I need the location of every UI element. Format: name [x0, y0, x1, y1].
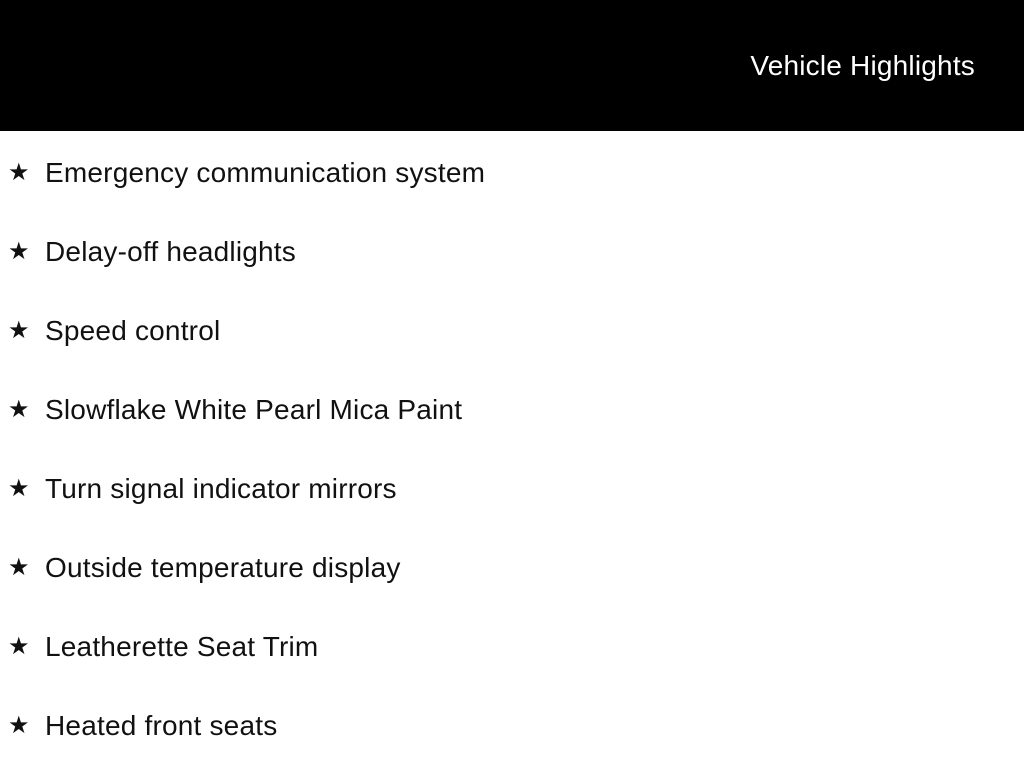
list-item [0, 449, 1024, 528]
highlights-list [0, 131, 1024, 765]
list-item [0, 212, 1024, 291]
list-item [0, 686, 1024, 765]
header-bar [0, 0, 1024, 131]
list-item-label: Outside temperature display [45, 551, 401, 583]
list-item-label: Leatherette Seat Trim [45, 630, 319, 662]
list-item-label: Delay-off headlights [45, 235, 296, 267]
list-item-label: Turn signal indicator mirrors [45, 472, 397, 504]
list-item [0, 607, 1024, 686]
page-title: Vehicle Highlights [750, 49, 975, 81]
list-item-label: Emergency communication system [45, 156, 486, 188]
list-item-label: Slowflake White Pearl Mica Paint [45, 393, 463, 425]
list-item [0, 133, 1024, 212]
star-icon: ★ [8, 473, 30, 502]
star-icon: ★ [8, 394, 30, 423]
list-item-label: Speed control [45, 314, 221, 346]
star-icon: ★ [8, 236, 30, 265]
star-icon: ★ [8, 710, 30, 739]
list-item [0, 291, 1024, 370]
star-icon: ★ [8, 315, 30, 344]
star-icon: ★ [8, 552, 30, 581]
list-item [0, 528, 1024, 607]
list-item-label: Heated front seats [45, 709, 278, 741]
star-icon: ★ [8, 157, 30, 186]
list-item [0, 370, 1024, 449]
star-icon: ★ [8, 631, 30, 660]
